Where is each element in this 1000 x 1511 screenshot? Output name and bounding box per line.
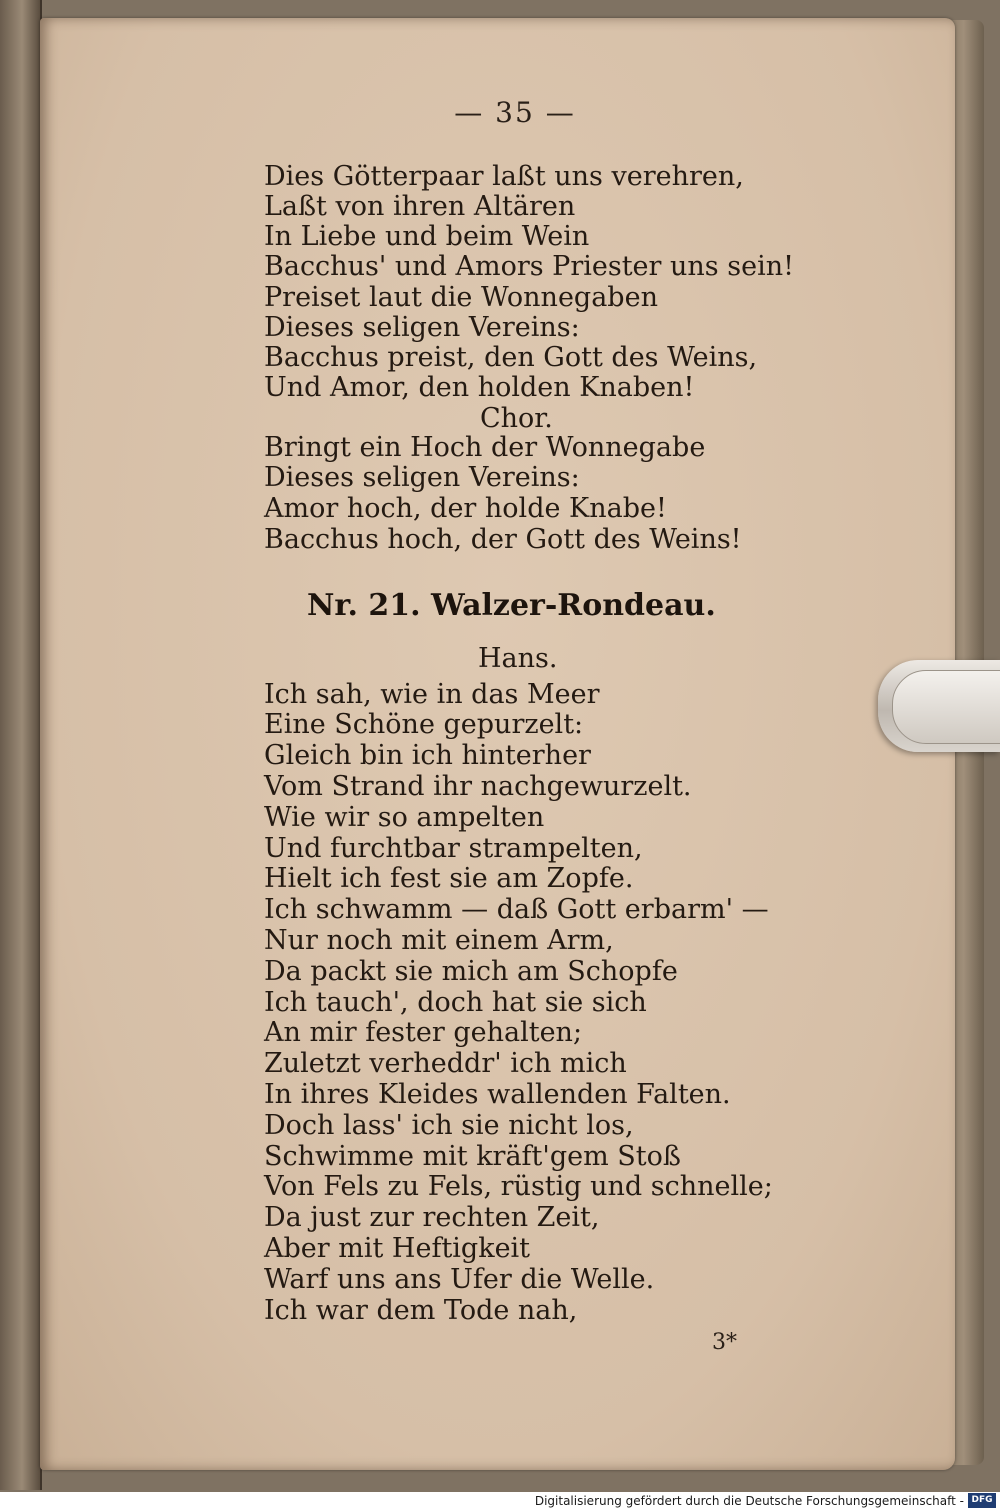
- page-number: — 35 —: [454, 96, 576, 129]
- dfg-logo: DFG: [968, 1493, 996, 1508]
- verse-line: In Liebe und beim Wein: [264, 221, 590, 252]
- verse-line: Dieses seligen Vereins:: [264, 462, 580, 493]
- verse-line: Ich tauch', doch hat sie sich: [264, 987, 647, 1018]
- verse-line: Dies Götterpaar laßt uns verehren,: [264, 161, 744, 192]
- verse-line: Ich sah, wie in das Meer: [264, 679, 600, 710]
- verse-line: Schwimme mit kräft'gem Stoß: [264, 1141, 681, 1172]
- chorus-label: Chor.: [480, 403, 553, 434]
- verse-line: Und furchtbar strampelten,: [264, 833, 643, 864]
- verse-line: An mir fester gehalten;: [264, 1017, 583, 1048]
- verse-line: Warf uns ans Ufer die Welle.: [264, 1264, 655, 1295]
- verse-line: Zuletzt verheddr' ich mich: [264, 1048, 627, 1079]
- speaker-label: Hans.: [478, 643, 558, 674]
- verse-line: Ich war dem Tode nah,: [264, 1295, 578, 1326]
- verse-line: Aber mit Heftigkeit: [264, 1233, 531, 1264]
- verse-line: Dieses seligen Vereins:: [264, 312, 580, 343]
- verse-line: Amor hoch, der holde Knabe!: [264, 493, 667, 524]
- verse-line: In ihres Kleides wallenden Falten.: [264, 1079, 731, 1110]
- verse-line: Bringt ein Hoch der Wonnegabe: [264, 432, 706, 463]
- verse-line: Da packt sie mich am Schopfe: [264, 956, 678, 987]
- verse-line: Hielt ich fest sie am Zopfe.: [264, 863, 634, 894]
- verse-line: Von Fels zu Fels, rüstig und schnelle;: [264, 1171, 773, 1202]
- verse-line: Wie wir so ampelten: [264, 802, 545, 833]
- verse-line: Preiset laut die Wonnegaben: [264, 282, 658, 313]
- verse-line: Bacchus preist, den Gott des Weins,: [264, 342, 758, 373]
- verse-line: Ich schwamm — daß Gott erbarm' —: [264, 894, 769, 925]
- footer-credit: Digitalisierung gefördert durch die Deutsche Forschungsgemeinschaft -: [534, 1494, 964, 1508]
- verse-line: Da just zur rechten Zeit,: [264, 1202, 600, 1233]
- verse-line: Vom Strand ihr nachgewurzelt.: [264, 771, 692, 802]
- signature-mark: 3*: [712, 1330, 737, 1355]
- section-title: Nr. 21. Walzer-Rondeau.: [307, 588, 716, 623]
- verse-line: Eine Schöne gepurzelt:: [264, 709, 584, 740]
- verse-line: Gleich bin ich hinterher: [264, 740, 591, 771]
- verse-line: Laßt von ihren Altären: [264, 191, 576, 222]
- verse-line: Doch lass' ich sie nicht los,: [264, 1110, 634, 1141]
- verse-line: Bacchus' und Amors Priester uns sein!: [264, 251, 794, 282]
- verse-line: Und Amor, den holden Knaben!: [264, 372, 695, 403]
- verse-line: Nur noch mit einem Arm,: [264, 925, 614, 956]
- verse-line: Bacchus hoch, der Gott des Weins!: [264, 524, 742, 555]
